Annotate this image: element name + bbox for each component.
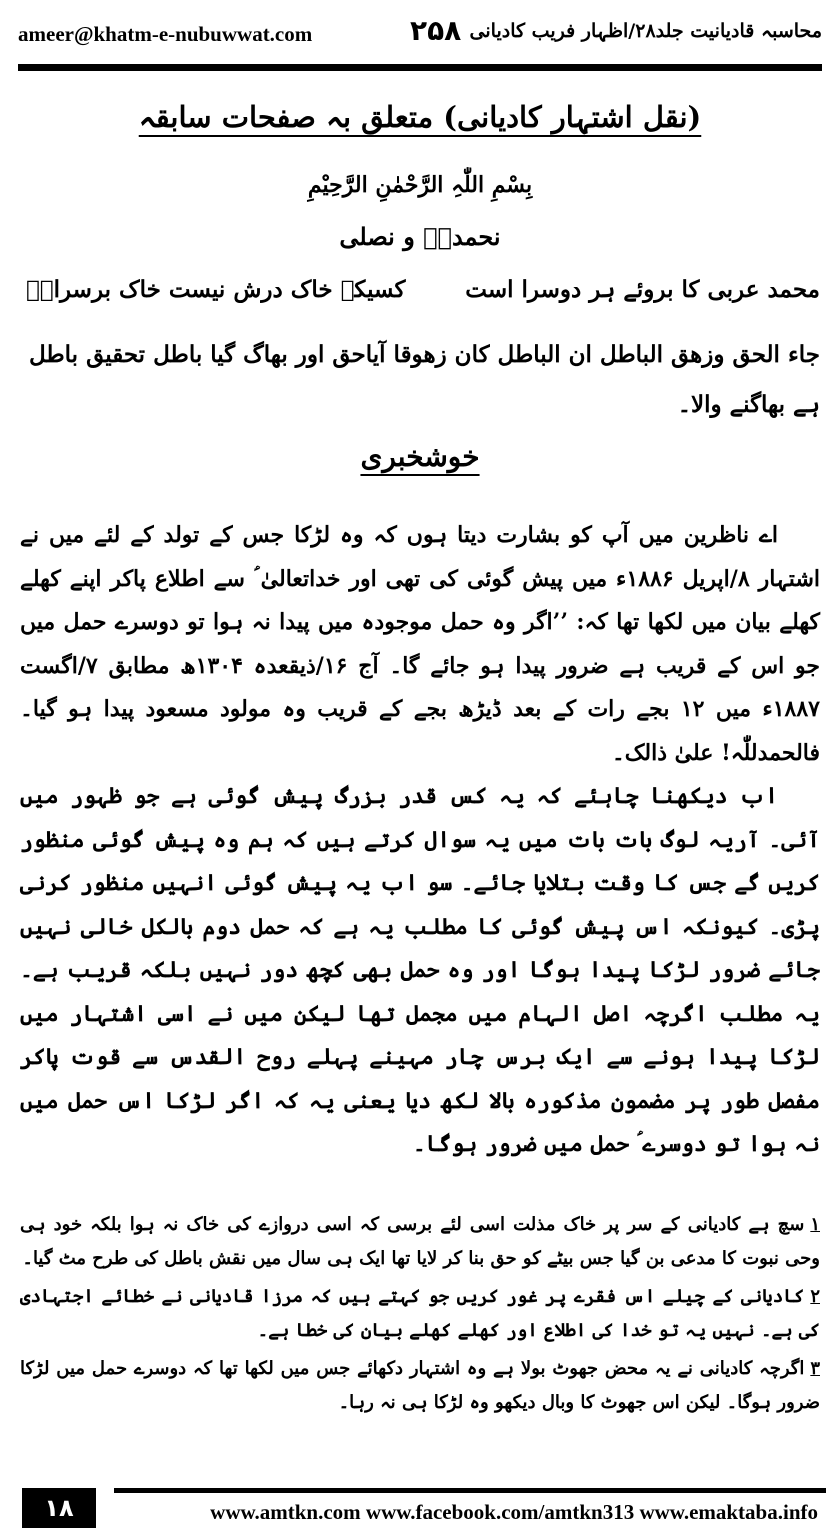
footnotes — [20, 1208, 820, 1424]
quran-verse: جاء الحق وزهق الباطل ان الباطل کان زهوقا آیاحق اور بھاگ گیا باطل تحقیق باطل ہے بھاگنے والا۔ — [28, 341, 820, 418]
footer-links: www.amtkn.com www.facebook.com/amtkn313 www.emaktaba.info — [210, 1500, 818, 1524]
section-heading: خوشخبری — [360, 440, 480, 473]
paragraph: اے ناظرین میں آپ کو بشارت دیتا ہوں کہ وہ لڑکا جس کے تولد کے لئے میں نے اشتہار ۸/اپریل ۱۸۸۶ء میں پیش گوئی کی تھی اور خداتعالیٰ ؑ سے اطلاع پاکر اپنے کھلے کھلے بیان میں لکھا تھا کہ: ’’اگر وہ حمل موجودہ میں پیدا نہ ہوا تو دوسرے حمل میں جو اس کے قریب ہے ضرور پیدا ہو جائے گا۔ آج ۱۶/ذیقعدہ ۱۳۰۴ھ مطابق ۷/اگست ۱۸۸۷ء میں ۱۲ بجے رات کے بعد ڈیڑھ بجے کے قریب وہ مولود مسعود پیدا ہو گیا۔ فالحمدللّٰہ! علیٰ ذالک۔ — [20, 522, 820, 766]
page-title: (نقل اشتہار کادیانی) متعلق بہ صفحات سابقہ — [138, 100, 702, 134]
verse-hemistich-1: محمد عربی کا بروئے ہر دوسرا است — [465, 276, 820, 303]
footer-page-number: ۱۸ — [22, 1488, 96, 1528]
footnote-text: سچ ہے کادیانی کے سر پر خاک مذلت اسی لئے برسی کہ اسی دروازے کی خاک نہ ہوا بلکہ خود ہی وحی نبوت کا مدعی بن گیا جس بیٹے کو حق بنا کر لایا تھا ایک ہی سال میں نقش باطل کی طرح مٹ گیا۔ — [20, 1214, 820, 1269]
footnote-text: کادیانی کے چیلے اس فقرے پر غور کریں جو کہتے ہیں کہ مرزا قادیانی نے خطائے اجتہادی کی ہے۔ نہیں یہ تو خدا کی اطلاع اور کھلے کھلے بیان کی خطا ہے۔ — [20, 1286, 820, 1341]
footnote-text: اگرچہ کادیانی نے یہ محض جھوٹ بولا ہے وہ اشتہار دکھائے جس میں لکھا تھا کہ دوسرے حمل میں لڑکا ضرور ہوگا۔ لیکن اس جھوٹ کا وبال دیکھو وہ لڑکا ہی نہ رہا۔ — [20, 1358, 820, 1413]
header-running-title: محاسبہ قادیانیت جلد۲۸/اظہار فریب کادیانی — [469, 20, 822, 42]
main-text — [20, 514, 820, 1167]
footnote — [20, 1280, 820, 1348]
bismillah: بِسْمِ اللّٰہِ الرَّحْمٰنِ الرَّحِیْمِ — [307, 172, 533, 198]
header-page-number: ۲۵۸ — [410, 14, 462, 47]
footnote-mark: ۲ — [810, 1286, 820, 1307]
footnote-mark: ۱ — [810, 1214, 820, 1235]
persian-verse — [20, 276, 820, 316]
verse-hemistich-2: کسیکہ خاک درش نیست خاک برسراوؒ — [26, 276, 406, 303]
header-email: ameer@khatm-e-nubuwwat.com — [18, 22, 313, 46]
page-header — [14, 14, 826, 54]
footnote-mark: ۳ — [810, 1358, 820, 1379]
page-footer — [14, 1488, 826, 1532]
hamd-line: نحمدہٗ و نصلی — [339, 222, 501, 251]
header-rule — [18, 64, 822, 71]
footnote — [20, 1208, 820, 1276]
footer-rule — [114, 1488, 826, 1493]
paragraph: اب دیکھنا چاہئے کہ یہ کس قدر بزرگ پیش گوئی ہے جو ظہور میں آئی۔ آریہ لوگ بات بات میں یہ سوال کرتے ہیں کہ ہم وہ پیش گوئی منظور کریں گے جس کا وقت بتلایا جائے۔ سو اب یہ پیش گوئی انہیں منظور کرنی پڑی۔ کیونکہ اس پیش گوئی کا مطلب یہ ہے کہ حمل دوم بالکل خالی نہیں جائے ضرور لڑکا پیدا ہوگا اور وہ حمل بھی کچھ دور نہیں بلکہ قریب ہے۔ یہ مطلب اگرچہ اصل الہام میں مجمل تھا لیکن میں نے اسی اشتہار میں لڑکا پیدا ہونے سے ایک برس چار مہینے پہلے روح القدس سے قوت پاکر مفصل طور پر مضمون مذکورہ بالا لکھ دیا یعنی یہ کہ اگر لڑکا اس حمل میں نہ ہوا تو دوسرے ؑ حمل میں ضرور ہوگا۔ — [20, 783, 820, 1157]
footnote — [20, 1352, 820, 1420]
